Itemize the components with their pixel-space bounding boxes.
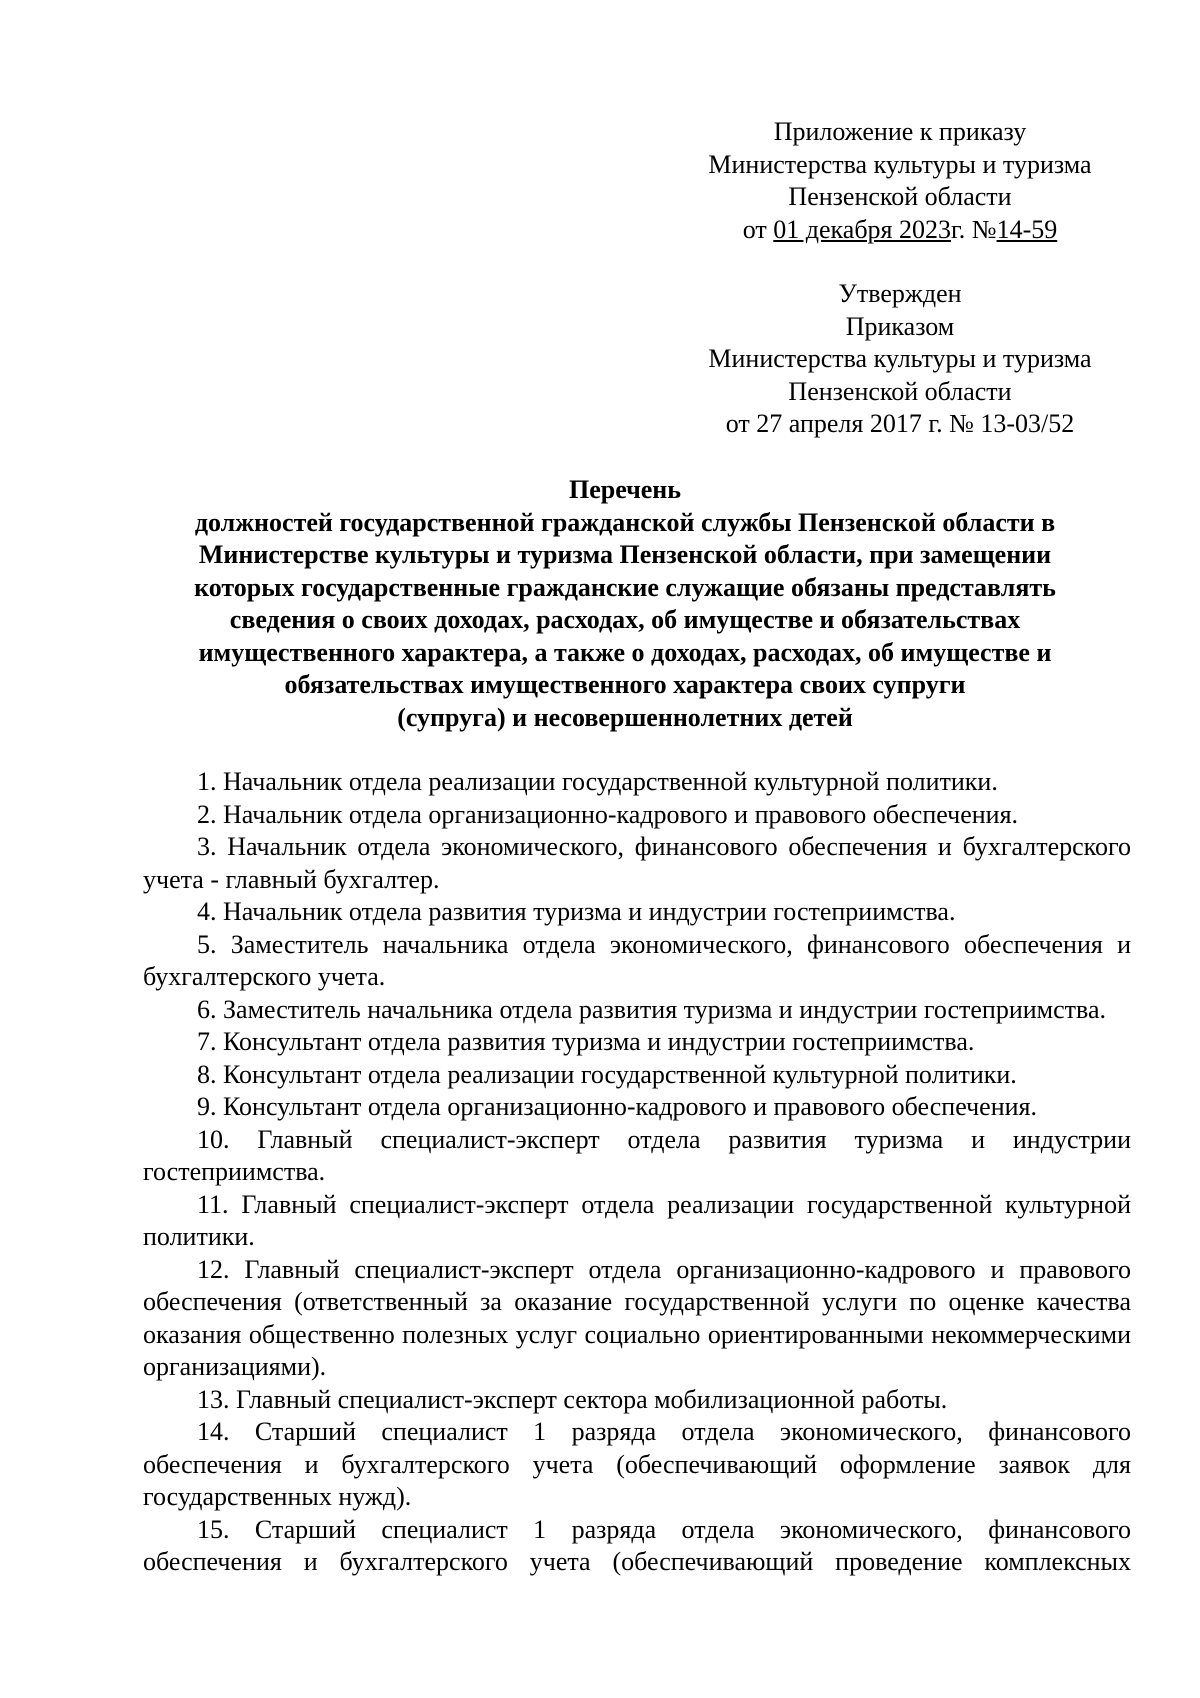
attachment-line-4 xyxy=(680,214,1120,247)
list-item-5: 5. Заместитель начальника отдела экономического, финансового обеспечения и бухгалтерского учета. xyxy=(143,929,1131,991)
approved-line-2: Приказом xyxy=(845,311,955,341)
approved-header xyxy=(680,278,1120,441)
document-title xyxy=(120,474,1130,734)
list-item-13: 13. Главный специалист-эксперт сектора мобилизационной работы. xyxy=(197,1384,948,1414)
title-line-2: Министерстве культуры и туризма Пензенской области, при замещении xyxy=(198,540,1052,569)
approved-line-3: Министерства культуры и туризма xyxy=(708,344,1092,373)
list-item-10: 10. Главный специалист-эксперт отдела развития туризма и индустрии гостеприимства. xyxy=(143,1124,1131,1186)
title-line-1: должностей государственной гражданской службы Пензенской области в xyxy=(194,507,1056,537)
title-line-6: обязательствах имущественного характера своих супруги xyxy=(284,670,966,699)
list-item-4: 4. Начальник отдела развития туризма и индустрии гостеприимства. xyxy=(197,897,956,926)
attachment-date: 01 декабря 2023 xyxy=(773,214,952,244)
list-item-1: 1. Начальник отдела реализации государственной культурной политики. xyxy=(197,767,998,796)
attachment-line-2: Министерства культуры и туризма xyxy=(708,149,1092,179)
attachment-number-prefix: г. № xyxy=(951,214,997,244)
title-line-7: (супруга) и несовершеннолетних детей xyxy=(397,702,853,732)
list-item-12: 12. Главный специалист-эксперт отдела организационно-кадрового и правового обеспечения (ответственный за оказание государственной услуги по оценке качества оказания общественно полезных услуг социально ориентированными некоммерческими организациями). xyxy=(143,1254,1131,1381)
list-item-3: 3. Начальник отдела экономического, финансового обеспечения и бухгалтерского учета - главный бухгалтер. xyxy=(143,832,1131,894)
title-line-4: сведения о своих доходах, расходах, об имуществе и обязательствах xyxy=(229,605,1021,634)
attachment-number: 14-59 xyxy=(996,214,1058,244)
attachment-line-3: Пензенской области xyxy=(788,182,1012,211)
attachment-date-prefix: от xyxy=(742,214,774,244)
title-line-3: которых государственные гражданские служащие обязаны представлять xyxy=(194,572,1056,602)
list-item-9: 9. Консультант отдела организационно-кадрового и правового обеспечения. xyxy=(197,1092,1037,1121)
list-item-2: 2. Начальник отдела организационно-кадрового и правового обеспечения. xyxy=(197,799,1019,829)
list-item-15: 15. Старший специалист 1 разряда отдела экономического, финансового обеспечения и бухгалтерского учета (обеспечивающий проведение комплексных xyxy=(143,1514,1131,1576)
attachment-header xyxy=(680,116,1120,246)
attachment-line-1: Приложение к приказу xyxy=(773,117,1027,146)
approved-line-5: от 27 апреля 2017 г. № 13-03/52 xyxy=(725,409,1075,438)
positions-list xyxy=(143,766,1131,1579)
title-heading: Перечень xyxy=(568,475,682,504)
approved-line-1: Утвержден xyxy=(838,279,962,308)
list-item-8: 8. Консультант отдела реализации государственной культурной политики. xyxy=(197,1059,1017,1089)
list-item-7: 7. Консультант отдела развития туризма и индустрии гостеприимства. xyxy=(197,1027,975,1056)
list-item-11: 11. Главный специалист-эксперт отдела реализации государственной культурной политики. xyxy=(143,1189,1131,1251)
list-item-6: 6. Заместитель начальника отдела развития туризма и индустрии гостеприимства. xyxy=(197,994,1106,1024)
list-item-14: 14. Старший специалист 1 разряда отдела экономического, финансового обеспечения и бухгалтерского учета (обеспечивающий оформление заявок для государственных нужд). xyxy=(143,1417,1131,1511)
title-line-5: имущественного характера, а также о доходах, расходах, об имуществе и xyxy=(198,637,1052,667)
approved-line-4: Пензенской области xyxy=(788,376,1012,406)
